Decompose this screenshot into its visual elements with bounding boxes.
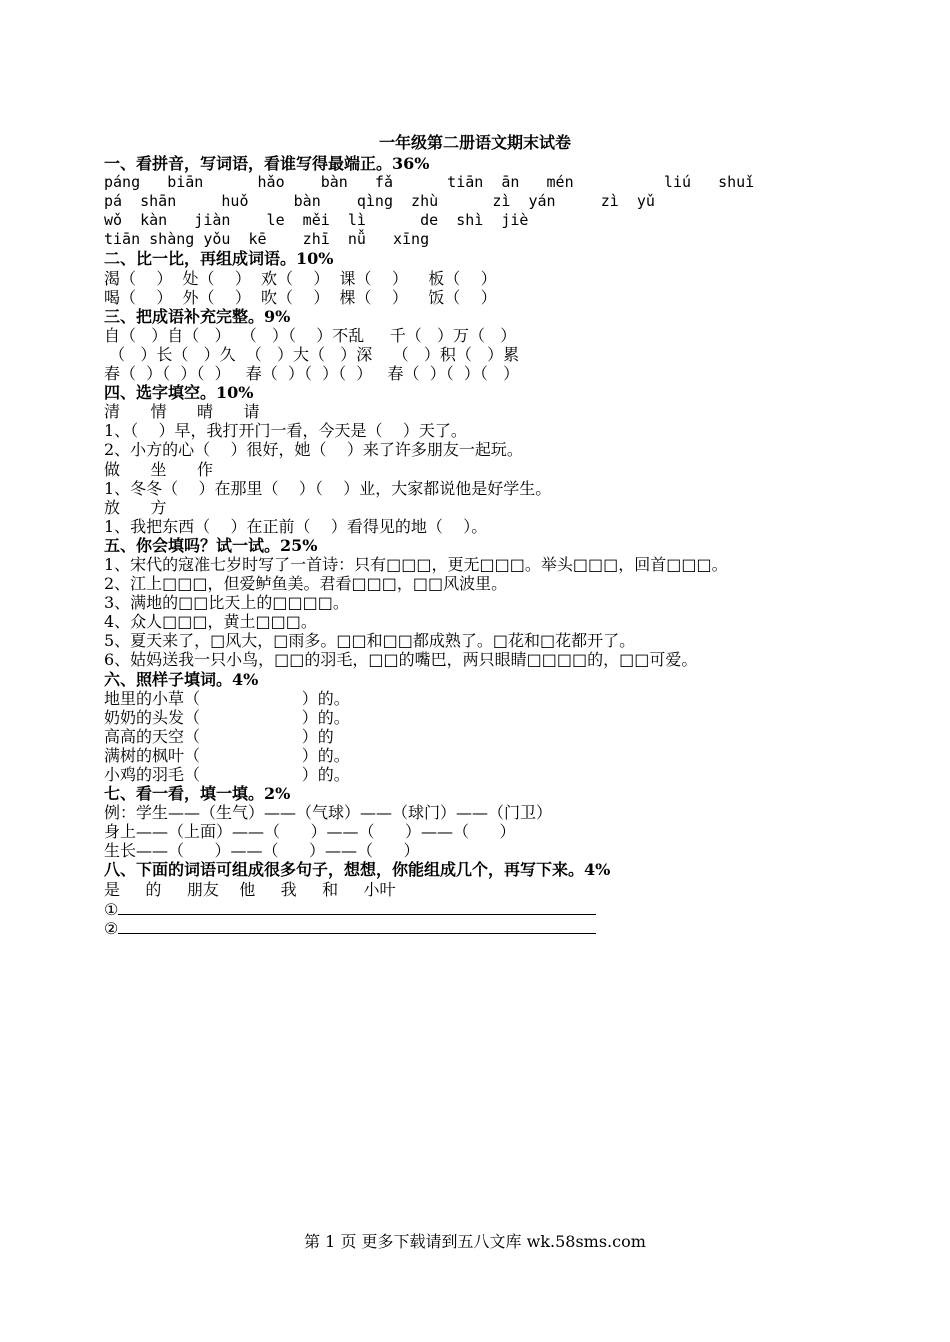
section-heading — [104, 784, 904, 803]
question-line — [104, 440, 904, 459]
line-text: （ ）长（ ）久 （ ）大（ ）深 （ ）积（ ）累 — [104, 344, 520, 364]
line-text: 春（ ）（ ）（ ） 春（ ）（ ）（ ） 春（ ）（ ）（ ） — [104, 364, 520, 384]
question-line — [104, 841, 904, 860]
answer-line — [104, 918, 904, 937]
line-text: 6、姑妈送我一只小鸟，□□的羽毛，□□的嘴巴，两只眼睛□□□□的，□□可爱。 — [104, 650, 698, 670]
question-line — [104, 880, 904, 899]
line-text: wǒ kàn jiàn le měi lì de shì jiè — [104, 211, 529, 230]
question-line — [104, 326, 904, 345]
question-line — [104, 593, 904, 612]
line-text: 七、看一看，填一填。2% — [104, 784, 291, 804]
line-text: páng biān hǎo bàn fǎ tiān ān mén liú shuǐ — [104, 173, 755, 192]
line-text: 生长——（ ）——（ ）——（ ） — [104, 841, 420, 861]
line-text: 喝（ ） 外（ ） 吹（ ） 棵（ ） 饭（ ） — [104, 287, 497, 307]
line-text: 四、选字填空。10% — [104, 383, 254, 403]
question-line — [104, 803, 904, 822]
writing-underline[interactable] — [118, 899, 596, 915]
line-text: 渴（ ） 处（ ） 欢（ ） 课（ ） 板（ ） — [104, 268, 497, 288]
question-line — [104, 727, 904, 746]
line-text: 满树的枫叶（ ）的。 — [104, 745, 350, 765]
exam-content — [104, 154, 904, 937]
section-heading — [104, 307, 904, 326]
question-line — [104, 708, 904, 727]
question-line — [104, 574, 904, 593]
line-text: 二、比一比，再组成词语。10% — [104, 249, 334, 269]
question-line — [104, 650, 904, 669]
pinyin-line — [104, 230, 904, 249]
question-line — [104, 402, 904, 421]
line-text: 放 方 — [104, 497, 167, 517]
line-text: tiān shàng yǒu kē zhī nǚ xīng — [104, 230, 430, 249]
question-line — [104, 269, 904, 288]
line-text: 是 的 朋友 他 我 和 小叶 — [104, 879, 396, 899]
question-line — [104, 689, 904, 708]
line-text: 一、看拼音，写词语，看谁写得最端正。36% — [104, 154, 430, 173]
line-text: 地里的小草（ ）的。 — [104, 688, 350, 708]
line-text: 4、众人□□□，黄土□□□。 — [104, 612, 317, 632]
question-line — [104, 288, 904, 307]
question-line — [104, 498, 904, 517]
section-heading — [104, 670, 904, 689]
question-line — [104, 364, 904, 383]
writing-underline[interactable] — [118, 918, 596, 934]
pinyin-line — [104, 192, 904, 211]
question-line — [104, 746, 904, 765]
question-line — [104, 822, 904, 841]
pinyin-line — [104, 173, 904, 192]
page-title: 一年级第二册语文期末试卷 — [378, 133, 571, 152]
question-line — [104, 479, 904, 498]
line-text: 小鸡的羽毛（ ）的。 — [104, 765, 350, 784]
question-line — [104, 631, 904, 650]
line-text: 1、（ ）早，我打开门一看，今天是（ ）天了。 — [104, 421, 467, 441]
question-line — [104, 460, 904, 479]
line-text: 1、冬冬（ ）在那里（ ）（ ）业，大家都说他是好学生。 — [104, 478, 552, 498]
line-text: 例：学生——（生气）——（气球）——（球门）——（门卫） — [104, 803, 553, 823]
section-heading — [104, 249, 904, 268]
line-text: 自（ ）自（ ） （ ）（ ）不乱 千（ ）万（ ） — [104, 325, 517, 345]
line-text: 1、宋代的寇准七岁时写了一首诗：只有□□□，更无□□□。举头□□□，回首□□□。 — [104, 554, 728, 574]
pinyin-line — [104, 211, 904, 230]
question-line — [104, 612, 904, 631]
line-text: ① — [104, 899, 119, 919]
line-text: 5、夏天来了，□风大，□雨多。□□和□□都成熟了。□花和□花都开了。 — [104, 631, 636, 651]
line-text: ② — [104, 918, 119, 938]
line-text: 2、江上□□□，但爱鲈鱼美。君看□□□，□□风波里。 — [104, 574, 508, 594]
line-text: 六、照样子填词。4% — [104, 669, 259, 689]
line-text: pá shān huǒ bàn qìng zhù zì yán zì yǔ — [104, 192, 655, 211]
line-text: 清 情 晴 请 — [104, 402, 260, 422]
line-text: 高高的天空（ ）的 — [104, 726, 334, 746]
line-text: 三、把成语补充完整。9% — [104, 306, 291, 326]
line-text: 2、小方的心（ ）很好，她（ ）来了许多朋友一起玩。 — [104, 440, 523, 460]
line-text: 做 坐 作 — [104, 459, 214, 479]
line-text: 五、你会填吗？试一试。25% — [104, 535, 318, 555]
section-heading — [104, 536, 904, 555]
question-line — [104, 555, 904, 574]
question-line — [104, 421, 904, 440]
line-text: 1、我把东西（ ）在正前（ ）看得见的地（ ）。 — [104, 516, 488, 536]
section-heading — [104, 383, 904, 402]
line-text: 3、满地的□□比天上的□□□□。 — [104, 593, 349, 613]
line-text: 奶奶的头发（ ）的。 — [104, 707, 350, 727]
line-text: 身上——（上面）——（ ）——（ ）——（ ） — [104, 822, 516, 842]
section-heading — [104, 860, 904, 879]
question-line — [104, 765, 904, 784]
line-text: 八、下面的词语可组成很多句子，想想，你能组成几个，再写下来。4% — [104, 860, 611, 880]
answer-line — [104, 899, 904, 918]
page-footer: 第 1 页 更多下载请到五八文库 wk.58sms.com — [304, 1232, 646, 1251]
question-line — [104, 345, 904, 364]
question-line — [104, 517, 904, 536]
section-heading — [104, 154, 904, 173]
